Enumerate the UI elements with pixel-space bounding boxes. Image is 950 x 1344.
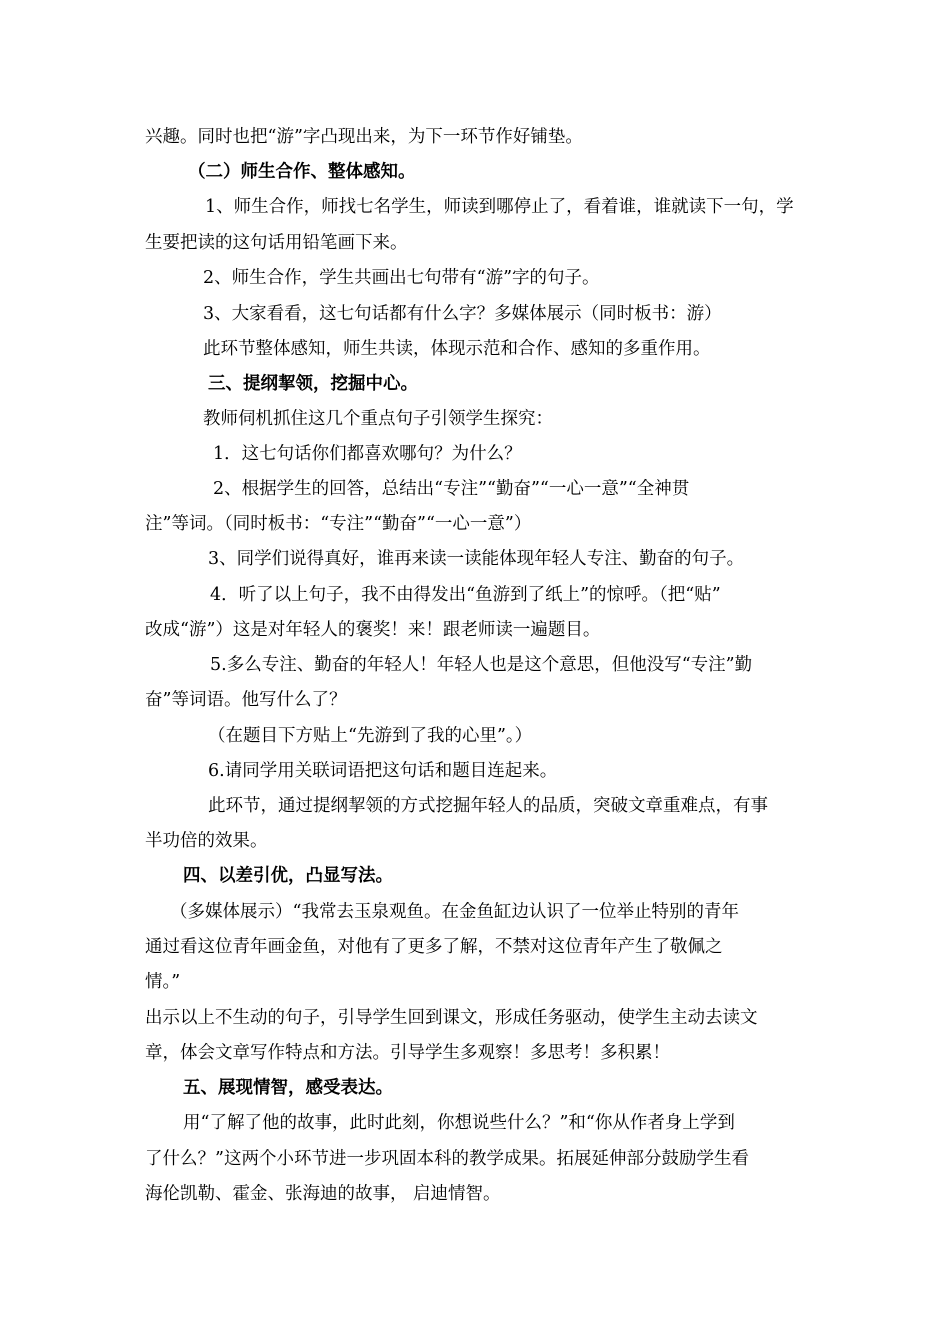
paragraph-line: 1、师生合作，师找七名学生，师读到哪停止了，看着谁，谁就读下一句，学 bbox=[205, 197, 794, 217]
paragraph-line: 注”等词。（同时板书：“专注”“勤奋”“一心一意”） bbox=[145, 514, 532, 534]
paragraph-line: 通过看这位青年画金鱼，对他有了更多了解，不禁对这位青年产生了敬佩之 bbox=[145, 937, 723, 957]
section-heading: 三、提纲挈领，挖掘中心。 bbox=[208, 374, 418, 394]
paragraph-line: 奋”等词语。他写什么了？ bbox=[145, 690, 347, 710]
paragraph-line: 出示以上不生动的句子，引导学生回到课文，形成任务驱动，使学生主动去读文 bbox=[145, 1008, 758, 1028]
section-heading: 四、以差引优，凸显写法。 bbox=[183, 866, 393, 886]
paragraph-line: 3、大家看看，这七句话都有什么字？多媒体展示（同时板书：游） bbox=[203, 304, 722, 324]
paragraph-line: 用“了解了他的故事，此时此刻，你想说些什么？”和“你从作者身上学到 bbox=[183, 1113, 735, 1133]
paragraph-line: 情。” bbox=[145, 972, 181, 992]
paragraph-line: （多媒体展示）“我常去玉泉观鱼。在金鱼缸边认识了一位举止特别的青年 bbox=[170, 902, 739, 922]
paragraph-line: 6.请同学用关联词语把这句话和题目连起来。 bbox=[208, 761, 558, 781]
paragraph-line: 4．听了以上句子，我不由得发出“鱼游到了纸上”的惊呼。（把“贴” bbox=[210, 585, 721, 605]
paragraph-line: 兴趣。同时也把“游”字凸现出来，为下一环节作好铺垫。 bbox=[145, 127, 583, 147]
paragraph-line: 此环节整体感知，师生共读，体现示范和合作、感知的多重作用。 bbox=[203, 339, 711, 359]
paragraph-line: 半功倍的效果。 bbox=[145, 831, 268, 851]
paragraph-line: 生要把读的这句话用铅笔画下来。 bbox=[145, 233, 408, 253]
paragraph-line: 章，体会文章写作特点和方法。引导学生多观察！多思考！多积累！ bbox=[145, 1043, 670, 1063]
paragraph-line: 教师伺机抓住这几个重点句子引领学生探究： bbox=[203, 409, 553, 429]
paragraph-line: 2、根据学生的回答，总结出“专注”“勤奋”“一心一意”“全神贯 bbox=[213, 479, 690, 499]
paragraph-line: 3、同学们说得真好，谁再来读一读能体现年轻人专注、勤奋的句子。 bbox=[208, 549, 745, 569]
section-heading: （二）师生合作、整体感知。 bbox=[188, 162, 416, 182]
paragraph-line: （在题目下方贴上“先游到了我的心里”。） bbox=[208, 726, 533, 746]
paragraph-line: 改成“游”）这是对年轻人的褒奖！来！跟老师读一遍题目。 bbox=[145, 620, 601, 640]
paragraph-line: 此环节，通过提纲挈领的方式挖掘年轻人的品质，突破文章重难点，有事 bbox=[208, 796, 768, 816]
paragraph-line: 1．这七句话你们都喜欢哪句？为什么？ bbox=[213, 444, 522, 464]
section-heading: 五、展现情智，感受表达。 bbox=[183, 1078, 393, 1098]
paragraph-line: 2、师生合作，学生共画出七句带有“游”字的句子。 bbox=[203, 268, 600, 288]
paragraph-line: 5.多么专注、勤奋的年轻人！年轻人也是这个意思，但他没写“专注”勤 bbox=[210, 655, 753, 675]
paragraph-line: 了什么？”这两个小环节进一步巩固本科的教学成果。拓展延伸部分鼓励学生看 bbox=[145, 1149, 749, 1169]
paragraph-line: 海伦凯勒、霍金、张海迪的故事， 启迪情智。 bbox=[145, 1184, 501, 1204]
